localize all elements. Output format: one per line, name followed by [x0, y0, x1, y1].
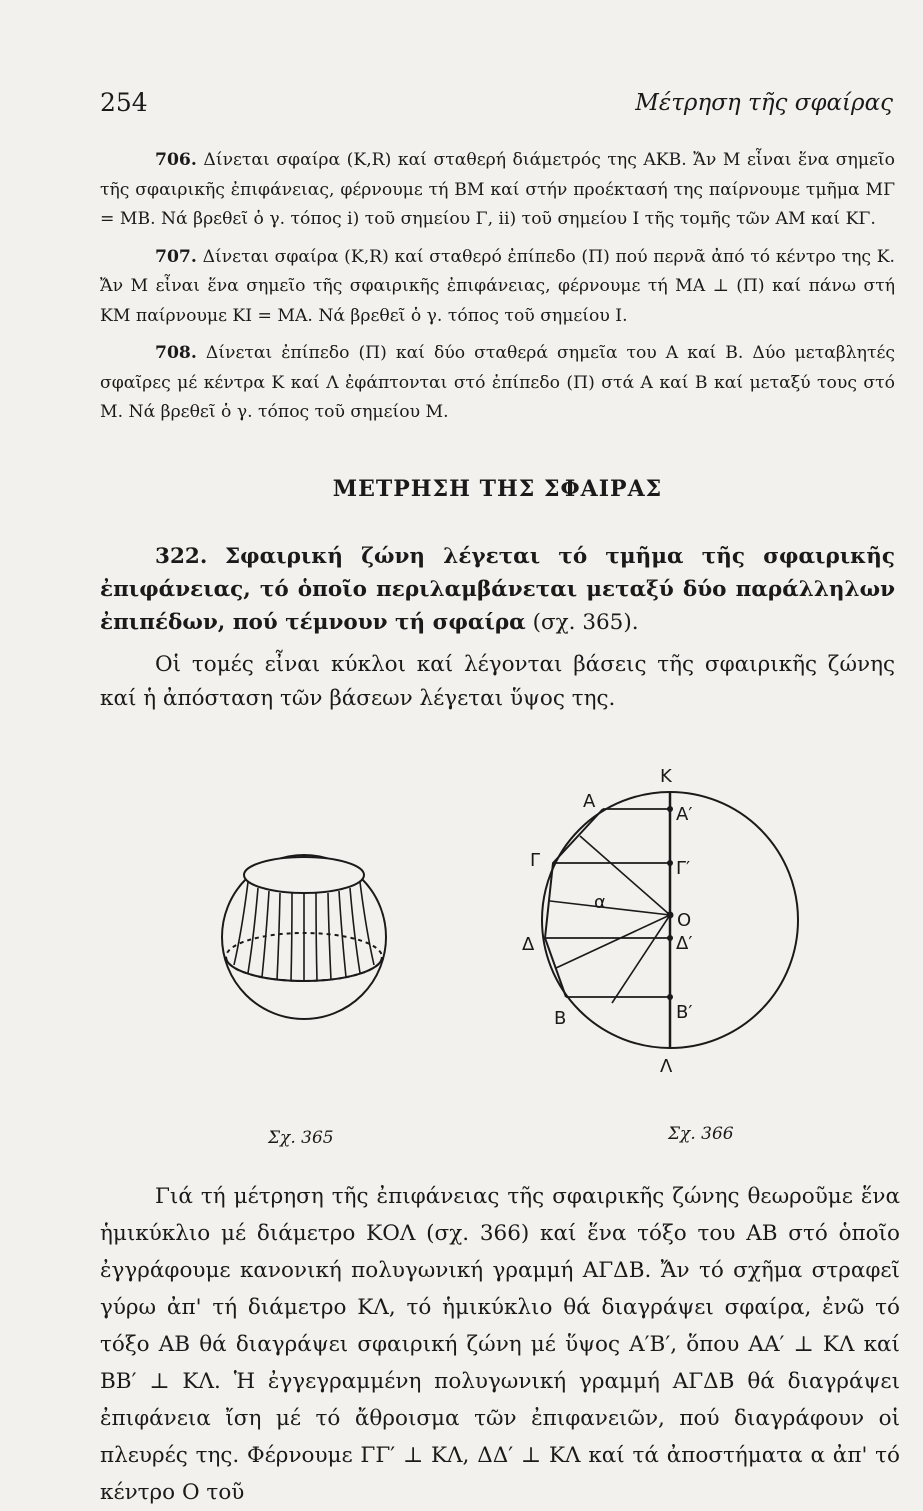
section-title: ΜΕΤΡΗΣΗ ΤΗΣ ΣΦΑΙΡΑΣ — [332, 476, 663, 502]
exercise-text: Δίνεται σφαίρα (Κ,R) καί σταθερή διάμετρός της ΑΚΒ. Ἄν Μ εἶναι ἕνα σημεῖο τῆς σφαιρικῆς ἐπιφάνειας, φέρνουμε τή ΒΜ καί στήν προέκτασή της παίρνουμε τμῆμα ΜΓ = ΜΒ. Νά βρεθεῖ ὁ γ. τόπος i) τοῦ σημείου Γ, ii) τοῦ σημείου Ι τῆς τομῆς τῶν ΑΜ καί ΚΓ. — [100, 150, 895, 229]
label-O: Ο — [677, 910, 692, 931]
exercise-number: 707. — [155, 246, 197, 267]
exercise-text: Δίνεται ἐπίπεδο (Π) καί δύο σταθερά σημεῖα του Α καί Β. Δύο μεταβλητές σφαῖρες μέ κέντρα Κ καί Λ ἐφάπτονται στό ἐπίπεδο (Π) στά Α καί Β καί μεταξύ τους στό Μ. Νά βρεθεῖ ὁ γ. τόπος τοῦ σημείου Μ. — [100, 343, 895, 422]
exercise-707 — [100, 243, 895, 332]
upper-base-circle — [244, 857, 364, 893]
figure-366-semicircle — [510, 760, 815, 1080]
body-paragraph-text: Γιά τή μέτρηση τῆς ἐπιφάνειας τῆς σφαιρικῆς ζώνης θεωροῦμε ἕνα ἡμικύκλιο μέ διάμετρο ΚΟΛ (σχ. 366) καί ἕνα τόξο του ΑΒ στό ὁποῖο ἐγγράφουμε κανονική πολυγωνική γραμμή ΑΓΔΒ. Ἄν τό σχῆμα στραφεῖ γύρω ἀπ' τή διάμετρο ΚΛ, τό ἡμικύκλιο θά διαγράψει σφαίρα, ἐνῶ τό τόξο ΑΒ θά διαγράψει σφαιρική ζώνη μέ ὕψος Α′Β′, ὅπου ΑΑ′ ⊥ ΚΛ καί ΒΒ′ ⊥ ΚΛ. Ἡ ἐγγεγραμμένη πολυγωνική γραμμή ΑΓΔΒ θά διαγράψει ἐπιφάνεια ἴση μέ τό ἄθροισμα τῶν ἐπιφανειῶν, πού διαγράφουν οἱ πλευρές της. Φέρνουμε ΓΓ′ ⊥ ΚΛ, ΔΔ′ ⊥ ΚΛ καί τά ἀποστήματα α ἀπ' τό κέντρο Ο τοῦ — [100, 1184, 900, 1505]
label-G: Γ — [530, 850, 541, 871]
definition-bases — [100, 648, 895, 716]
label-B: Β — [554, 1008, 567, 1029]
label-D: Δ — [522, 934, 535, 955]
caption-365: Σχ. 365 — [268, 1128, 334, 1148]
page-number: 254 — [100, 88, 148, 117]
definition-number: 322. — [155, 544, 208, 569]
label-alpha: α — [594, 892, 606, 913]
exercise-708 — [100, 339, 895, 428]
figure-365-sphere-zone — [214, 840, 394, 1030]
exercise-706 — [100, 146, 895, 235]
exercise-text: Δίνεται σφαίρα (Κ,R) καί σταθερό ἐπίπεδο (Π) πού περνᾶ ἀπό τό κέντρο της Κ. Ἄν Μ εἶναι ἕνα σημεῖο τῆς σφαιρικῆς ἐπιφάνειας, φέρνουμε τή ΜΑ ⊥ (Π) καί πάνω στή ΚΜ παίρνουμε ΚΙ = ΜΑ. Νά βρεθεῖ ὁ γ. τόπος τοῦ σημείου Ι. — [100, 246, 896, 326]
apothems — [550, 836, 670, 1003]
caption-366: Σχ. 366 — [668, 1124, 734, 1144]
label-D-prime: Δ′ — [676, 933, 693, 954]
figure-reference: (σχ. 365). — [525, 610, 639, 635]
running-title: Μέτρηση τῆς σφαίρας — [635, 90, 893, 116]
exercise-number: 708. — [155, 343, 197, 363]
label-A-prime: Α′ — [676, 804, 693, 825]
body-paragraph — [100, 1178, 900, 1511]
definition-text: Σφαιρική ζώνη λέγεται τό τμῆμα τῆς σφαιρικῆς ἐπιφάνειας, τό ὁποῖο περιλαμβάνεται μεταξύ δύο παράλληλων ἐπιπέδων, πού τέμνουν τή σφαίρα — [100, 544, 895, 635]
exercise-number: 706. — [155, 150, 197, 170]
label-L: Λ — [660, 1056, 673, 1077]
label-B-prime: Β′ — [676, 1002, 693, 1023]
label-G-prime: Γ′ — [676, 858, 691, 879]
page-header — [100, 88, 893, 128]
definition-bases-text: Οἱ τομές εἶναι κύκλοι καί λέγονται βάσεις τῆς σφαιρικῆς ζώνης καί ἡ ἀπόσταση τῶν βάσεων λέγεται ὕψος της. — [100, 652, 895, 711]
exercises-list — [100, 146, 895, 436]
zone-hatching — [234, 882, 374, 981]
label-K: Κ — [660, 766, 672, 787]
label-A: Α — [583, 791, 596, 812]
definition-322 — [100, 540, 895, 639]
